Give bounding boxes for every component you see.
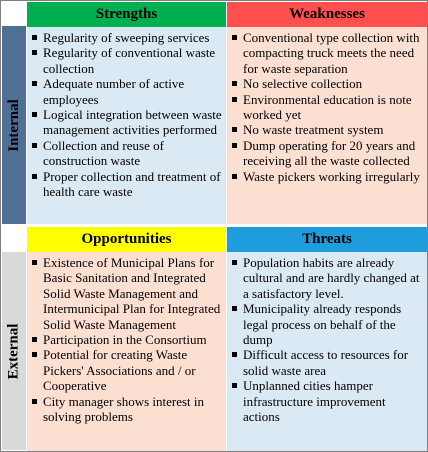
strengths-header: Strengths [27,2,226,27]
weaknesses-list [231,30,423,184]
external-label: External [5,323,22,379]
opportunities-header: Opportunities [27,227,226,252]
opportunities-list [31,255,222,424]
weaknesses-item: Dump operating for 20 years and receiving all the waste collected [231,138,423,169]
opportunities-item: Potential for creating Waste Pickers' Associations and / or Cooperative [31,347,222,393]
weaknesses-cell [227,27,427,224]
threats-item: Municipality already responds legal process on behalf of the dump [231,301,423,347]
strengths-item: Adequate number of active employees [31,76,222,107]
threats-item: Population habits are already cultural and are hardly changed at a satisfactory level. [231,255,423,301]
strengths-item: Regularity of conventional waste collection [31,45,222,76]
strengths-cell [27,27,226,224]
opportunities-cell [27,252,226,451]
weaknesses-item: Conventional type collection with compacting truck meets the need for waste separation [231,30,423,76]
threats-item: Difficult access to resources for solid waste area [231,347,423,378]
weaknesses-item: Waste pickers working irregularly [231,169,423,184]
opportunities-item: Participation in the Consortium [31,332,222,347]
weaknesses-item: No selective collection [231,76,423,91]
threats-item: Unplanned cities hamper infrastructure improvement actions [231,378,423,424]
strengths-item: Proper collection and treatment of health care waste [31,169,222,200]
threats-header: Threats [227,227,427,252]
weaknesses-item: No waste treatment system [231,122,423,137]
strengths-item: Logical integration between waste management activities performed [31,107,222,138]
weaknesses-header: Weaknesses [227,2,427,27]
opportunities-item: Existence of Municipal Plans for Basic Sanitation and Integrated Solid Waste Management and Intermunicipal Plan for Integrated Solid Waste Management [31,255,222,332]
threats-list [231,255,423,424]
strengths-item: Regularity of sweeping services [31,30,222,45]
strengths-item: Collection and reuse of construction waste [31,138,222,169]
internal-label-band [2,26,26,224]
opportunities-item: City manager shows interest in solving problems [31,394,222,425]
external-label-band [2,252,26,450]
threats-cell [227,252,427,451]
weaknesses-item: Environmental education is note worked yet [231,92,423,123]
strengths-list [31,30,222,199]
internal-label: Internal [5,98,22,152]
